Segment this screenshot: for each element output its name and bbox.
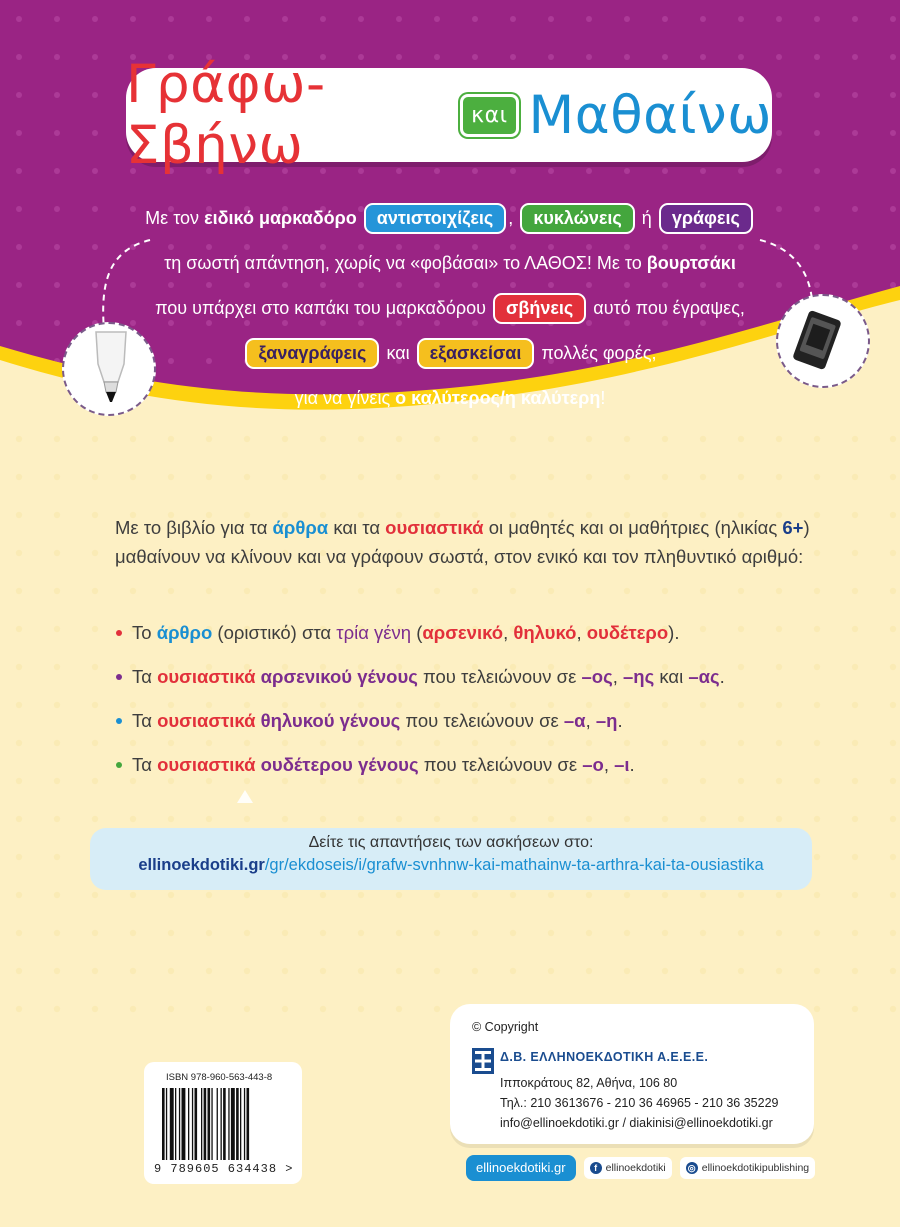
title-kai-badge: και: [460, 94, 518, 137]
chip-write: γράφεις: [659, 203, 753, 234]
chip-erase: σβήνεις: [493, 293, 586, 324]
intro-bold: ειδικό μαρκαδόρο: [204, 208, 357, 228]
barcode-bar: [211, 1088, 212, 1160]
intro-text: τη σωστή απάντηση, χωρίς να «φοβάσαι» το ΛΑΘΟΣ! Με το: [164, 253, 642, 273]
barcode-bar: [228, 1088, 229, 1160]
copyright: © Copyright: [472, 1020, 539, 1034]
chip-rewrite: ξαναγράφεις: [245, 338, 379, 369]
intro-text: Με τον: [145, 208, 200, 228]
intro-text: για να γίνεις: [294, 388, 391, 408]
publisher-email[interactable]: info@ellinoekdotiki.gr / diakinisi@ellinoekdotiki.gr: [500, 1116, 773, 1130]
barcode-bar: [223, 1088, 226, 1160]
intro-text: και: [386, 343, 410, 363]
bullet-dot: [116, 718, 122, 724]
barcode-bar: [192, 1088, 193, 1160]
list-item: Το άρθρο (οριστικό) στα τρία γένη (αρσενικό, θηλυκό, ουδέτερο).: [116, 618, 836, 662]
publisher-address: Ιπποκράτους 82, Αθήνα, 106 80: [500, 1076, 678, 1090]
chip-match: αντιστοιχίζεις: [364, 203, 507, 234]
barcode-bar: [236, 1088, 239, 1160]
intro-bold: βουρτσάκι: [646, 253, 736, 273]
book-title: [126, 54, 772, 176]
answers-path[interactable]: /gr/ekdoseis/i/grafw-svnhnw-kai-mathainw-ta-arthra-kai-ta-ousiastika: [264, 856, 764, 874]
chip-circle: κυκλώνεις: [520, 203, 634, 234]
answers-box: [90, 828, 812, 890]
title-part-1: Γράφω-Σβήνω: [126, 54, 326, 176]
bullet-dot: [116, 762, 122, 768]
list-item: Τα ουσιαστικά ουδέτερου γένους που τελειώνουν σε –ο, –ι.: [116, 750, 836, 794]
instagram-link[interactable]: ◎ ellinoekdotikipublishing: [680, 1157, 815, 1179]
barcode-bar: [188, 1088, 189, 1160]
barcode-bar: [221, 1088, 222, 1160]
desc-text: και τα: [333, 517, 381, 538]
publisher-box: [450, 1004, 814, 1144]
barcode-bar: [240, 1088, 241, 1160]
barcode-bars: [162, 1088, 284, 1160]
answers-label: Δείτε τις απαντήσεις των ασκήσεων στο:: [308, 834, 594, 851]
list-item: Τα ουσιαστικά θηλυκού γένους που τελειώνουν σε –α, –η.: [116, 706, 836, 750]
facebook-link[interactable]: f ellinoekdotiki: [584, 1157, 672, 1179]
isbn-label: ISBN 978-960-563-443-8: [166, 1072, 273, 1083]
barcode-digits: 9 789605 634438 >: [154, 1162, 294, 1176]
intro-text: αυτό που έγραψες,: [593, 298, 745, 318]
website-link[interactable]: ellinoekdotiki.gr: [466, 1155, 576, 1181]
intro-text: ή: [641, 208, 652, 228]
bullet-dot: [116, 630, 122, 636]
barcode-bar: [182, 1088, 186, 1160]
barcode-bar: [244, 1088, 245, 1160]
barcode-bar: [204, 1088, 207, 1160]
bullet-dot: [116, 674, 122, 680]
description-paragraph: [115, 513, 815, 571]
desc-text: οι μαθητές και οι μαθήτριες (ηλικίας: [488, 517, 778, 538]
links-row: [466, 1155, 815, 1181]
desc-age: 6+: [782, 517, 804, 538]
barcode-bar: [208, 1088, 211, 1160]
publisher-name: Δ.Β. ΕΛΛΗΝΟΕΚΔΟΤΙΚΗ Α.Ε.Ε.Ε.: [500, 1050, 709, 1064]
facebook-icon: f: [590, 1162, 602, 1174]
topics-list: [116, 618, 836, 794]
publisher-logo-icon: [472, 1048, 494, 1074]
barcode-bar: [201, 1088, 202, 1160]
barcode-bar: [162, 1088, 165, 1160]
intro-bold: ο καλύτερος/η καλύτερη: [395, 388, 601, 408]
answers-domain[interactable]: ellinoekdotiki.gr: [138, 856, 265, 874]
intro-text: !: [600, 388, 606, 408]
barcode-bar: [195, 1088, 198, 1160]
list-item: Τα ουσιαστικά αρσενικού γένους που τελειώνουν σε –ος, –ης και –ας.: [116, 662, 836, 706]
intro-paragraph: [96, 196, 804, 421]
barcode-bar: [175, 1088, 176, 1160]
intro-text: ,: [508, 208, 514, 228]
publisher-phone: Τηλ.: 210 3613676 - 210 36 46965 - 210 36 35229: [500, 1096, 779, 1110]
barcode-bar: [247, 1088, 250, 1160]
intro-text: που υπάρχει στο καπάκι του μαρκαδόρου: [155, 298, 487, 318]
title-part-2: Μαθαίνω: [528, 84, 772, 146]
barcode: [144, 1062, 302, 1184]
barcode-bar: [170, 1088, 174, 1160]
desc-nouns: ουσιαστικά: [385, 517, 484, 538]
chip-practice: εξασκείσαι: [417, 338, 535, 369]
desc-text: Με το βιβλίο για τα: [115, 517, 268, 538]
barcode-bar: [231, 1088, 235, 1160]
intro-text: πολλές φορές,: [541, 343, 657, 363]
instagram-icon: ◎: [686, 1162, 698, 1174]
desc-text: ) μαθαίνουν να κλίνουν και να γράφουν σωστά, στον ενικό και τον πληθυντικό αριθμό:: [115, 517, 810, 567]
barcode-bar: [179, 1088, 180, 1160]
desc-articles: άρθρα: [272, 517, 329, 538]
barcode-bar: [217, 1088, 218, 1160]
barcode-bar: [166, 1088, 167, 1160]
answers-link[interactable]: [90, 856, 812, 875]
